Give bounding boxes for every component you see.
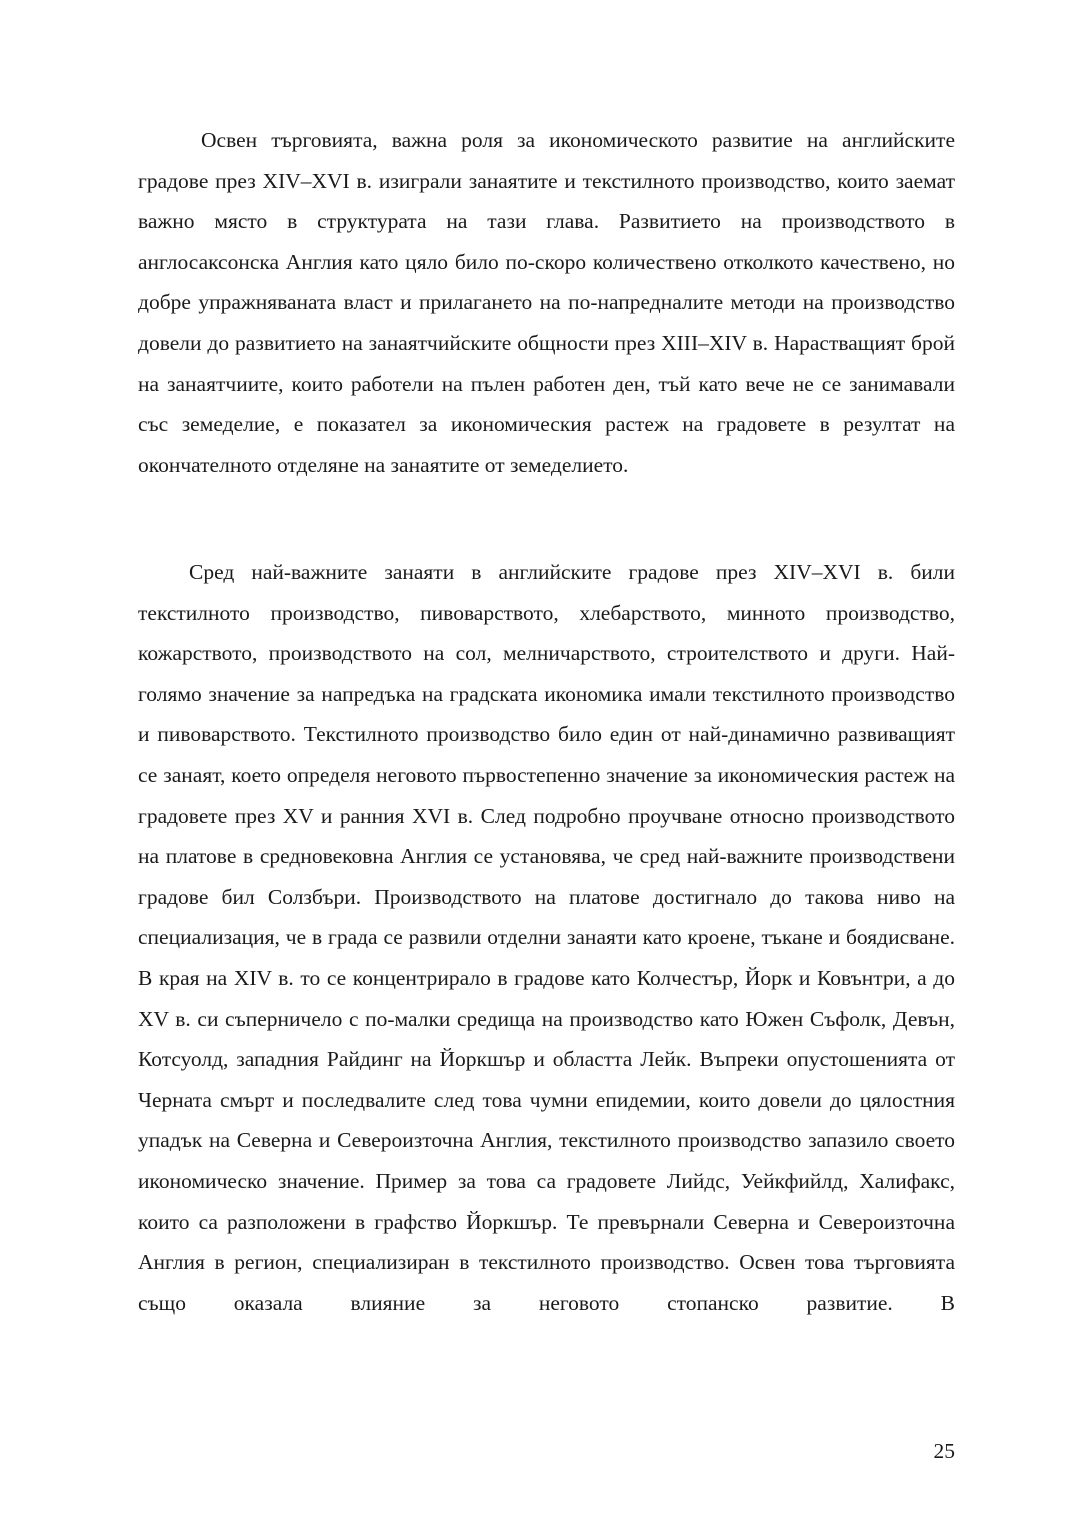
paragraph-trade-and-crafts: Освен търговията, важна роля за икономическото развитие на английските градове през XIV–XVI в. изиграли занаятите и текстилното производство, които заемат важно място в структурата на тази глава. Развитието на производството в англосаксонска Англия като цяло било по-скоро количествено отколкото качествено, но добре упражняваната власт и прилагането на по-напредналите методи на производство довели до развитието на занаятчийските общности през XIII–XIV в. Нарастващият брой на занаятчиите, които работели на пълен работен ден, тъй като вече не се занимавали със земеделие, е показател за икономическия растеж на градовете в резултат на окончателното отделяне на занаятите от земеделието. bbox=[138, 128, 955, 477]
page-number: 25 bbox=[933, 1439, 955, 1463]
paragraph-important-crafts: Сред най-важните занаяти в английските градове през XIV–XVI в. били текстилното производство, пивоварството, хлебарството, минното производство, кожарството, производството на сол, мелничарството, строителството и други. Най-голямо значение за напредъка на градската икономика имали текстилното производство и пивоварството. Текстилното производство било един от най-динамично развиващият се занаят, което определя неговото първостепенно значение за икономическия растеж на градовете през XV и ранния XVI в. След подробно проучване относно производството на платове в средновековна Англия се установява, че сред най-важните производствени градове бил Солзбъри. Производството на платове достигнало до такова ниво на специализация, че в града се развили отделни занаяти като кроене, тъкане и боядисване. В края на XIV в. то се концентрирало в градове като Колчестър, Йорк и Ковънтри, а до XV в. си съперничело с по-малки средища на производство като Южен Съфолк, Девън, Котсуолд, западния Райдинг на Йоркшър и областта Лейк. Въпреки опустошенията от Черната смърт и последвалите след това чумни епидемии, които довели до цялостния упадък на Северна и Североизточна Англия, текстилното производство запазило своето икономическо значение. Пример за това са градовете Лийдс, Уейкфийлд, Халифакс, които са разположени в графство Йоркшър. Те превърнали Северна и Североизточна Англия в регион, специализиран в текстилното производство. Освен това търговията също оказала влияние за неговото стопанско развитие. В bbox=[138, 560, 955, 1315]
